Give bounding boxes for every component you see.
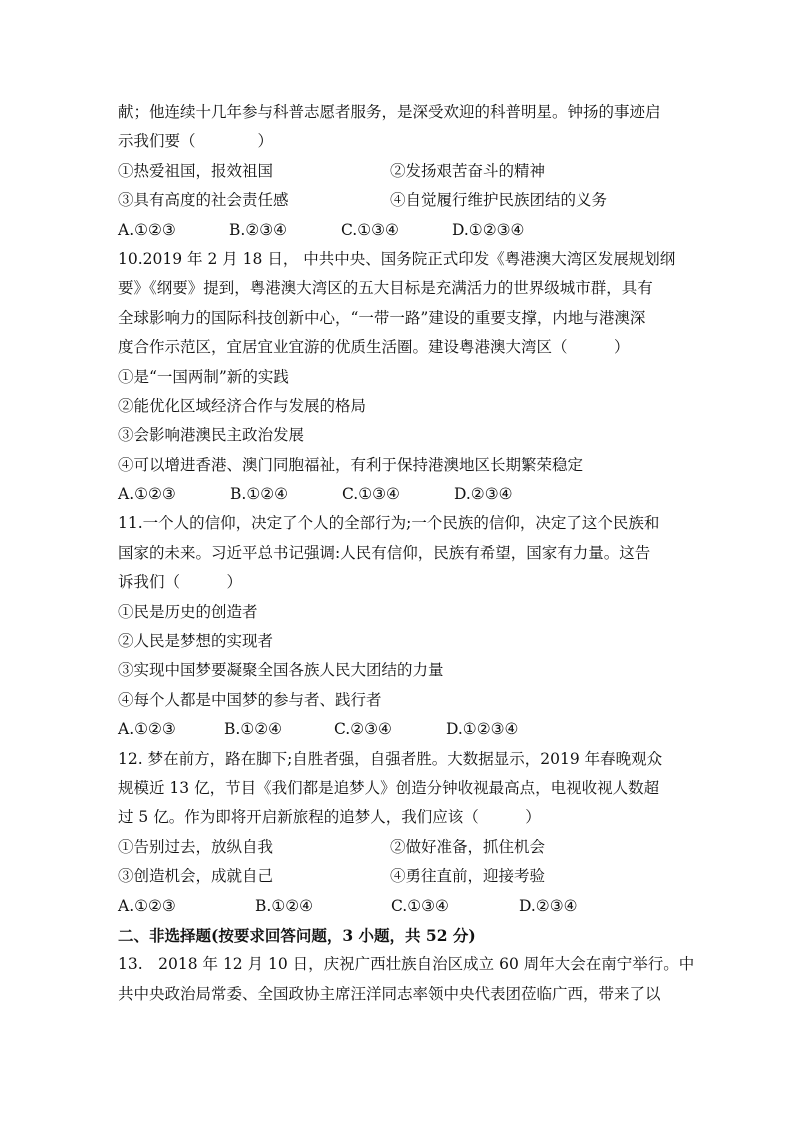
q10-option-3: ③会影响港澳民主政治发展	[118, 426, 305, 445]
q11-option-4: ④每个人都是中国梦的参与者、践行者	[118, 690, 382, 709]
q11-stem-line-3: 诉我们（ ）	[118, 573, 243, 592]
q11-answer-a: A.①②③	[118, 720, 176, 739]
q10-option-2: ②能优化区域经济合作与发展的格局	[118, 396, 367, 415]
q9-option-1: ①热爱祖国，报效祖国	[118, 161, 274, 180]
q9-answer-a: A.①②③	[118, 220, 176, 239]
q9-stem-line-1: 献；他连续十几年参与科普志愿者服务，是深受欢迎的科普明星。钟扬的事迹启	[118, 103, 661, 121]
q9-answer-b: B.②③④	[229, 220, 288, 239]
q12-option-4: ④勇往直前，迎接考验	[390, 867, 546, 886]
q10-answers	[118, 480, 678, 509]
q10-stem-line-3: 全球影响力的国际科技创新中心，“一带一路”建设的重要支撑，内地与港澳深	[118, 308, 646, 327]
q9-option-4: ④自觉履行维护民族团结的义务	[390, 191, 608, 210]
q12-option-2: ②做好准备，抓住机会	[390, 837, 546, 856]
q9-answers	[118, 216, 678, 245]
q11-option-2: ②人民是梦想的实现者	[118, 632, 274, 651]
q10-answer-c: C.①③④	[342, 485, 400, 504]
q10-answer-d: D.②③④	[454, 485, 513, 504]
q12-stem-line-2: 规模近 13 亿，节目《我们都是追梦人》创造分钟收视最高点，电视收视人数超	[118, 778, 660, 797]
q12-answer-c: C.①③④	[391, 896, 449, 915]
q11-answers	[118, 715, 678, 744]
q12-answer-a: A.①②③	[118, 896, 176, 915]
q12-option-1: ①告别过去，放纵自我	[118, 837, 274, 856]
q11-answer-d: D.①②③④	[446, 720, 519, 739]
q10-answer-a: A.①②③	[118, 485, 176, 504]
q9-options-row-1	[118, 157, 678, 186]
q11-option-3: ③实现中国梦要凝聚全国各族人民大团结的力量	[118, 661, 444, 680]
q10-stem-line-2: 要》《纲要》提到，粤港澳大湾区的五大目标是充满活力的世界级城市群，具有	[118, 279, 653, 298]
q9-answer-c: C.①③④	[341, 220, 399, 239]
q9-options-row-2	[118, 186, 678, 215]
q11-answer-b: B.①②④	[224, 720, 283, 739]
q10-option-1: ①是“一国两制”新的实践	[118, 367, 289, 386]
q10-stem-line-1: 10.2019 年 2 月 18 日， 中共中央、国务院正式印发《粤港澳大湾区发展规划纲	[118, 249, 676, 268]
q9-stem-line-2: 示我们要（ ）	[118, 132, 274, 151]
section-2-title: 二、非选择题(按要求回答问题，3 小题，共 52 分)	[118, 925, 476, 945]
q12-option-3: ③创造机会，成就自己	[118, 867, 274, 886]
q13-stem-line-1: 13. 2018 年 12 月 10 日，庆祝广西壮族自治区成立 60 周年大会在南宁举行。中	[118, 955, 695, 974]
q9-option-2: ②发扬艰苦奋斗的精神	[390, 161, 546, 180]
q11-answer-c: C.②③④	[334, 720, 392, 739]
q10-stem-line-4: 度合作示范区，宜居宜业宜游的优质生活圈。建设粤港澳大湾区（ ）	[118, 338, 630, 357]
q12-answer-d: D.②③④	[519, 896, 578, 915]
exam-page	[118, 98, 695, 1009]
q12-stem-line-1: 12. 梦在前方，路在脚下;自胜者强，自强者胜。大数据显示，2019 年春晚观众	[118, 749, 663, 768]
q11-stem-line-1: 11.一个人的信仰，决定了个人的全部行为;一个民族的信仰，决定了这个民族和	[118, 514, 660, 533]
q9-answer-d: D.①②③④	[452, 220, 525, 239]
q10-option-4: ④可以增进香港、澳门同胞福祉，有利于保持港澳地区长期繁荣稳定	[118, 455, 584, 474]
q12-options-row-2	[118, 862, 678, 891]
q12-stem-line-3: 过 5 亿。作为即将开启新旅程的追梦人，我们应该（ ）	[118, 808, 541, 827]
q11-option-1: ①民是历史的创造者	[118, 602, 258, 621]
q13-stem-line-2: 共中央政治局常委、全国政协主席汪洋同志率领中央代表团莅临广西，带来了以	[118, 984, 661, 1003]
q12-answers	[118, 892, 678, 921]
q10-answer-b: B.①②④	[230, 485, 289, 504]
q12-options-row-1	[118, 833, 678, 862]
q9-option-3: ③具有高度的社会责任感	[118, 191, 289, 210]
q12-answer-b: B.①②④	[255, 896, 314, 915]
q11-stem-line-2: 国家的未来。习近平总书记强调:人民有信仰，民族有希望，国家有力量。这告	[118, 543, 651, 562]
